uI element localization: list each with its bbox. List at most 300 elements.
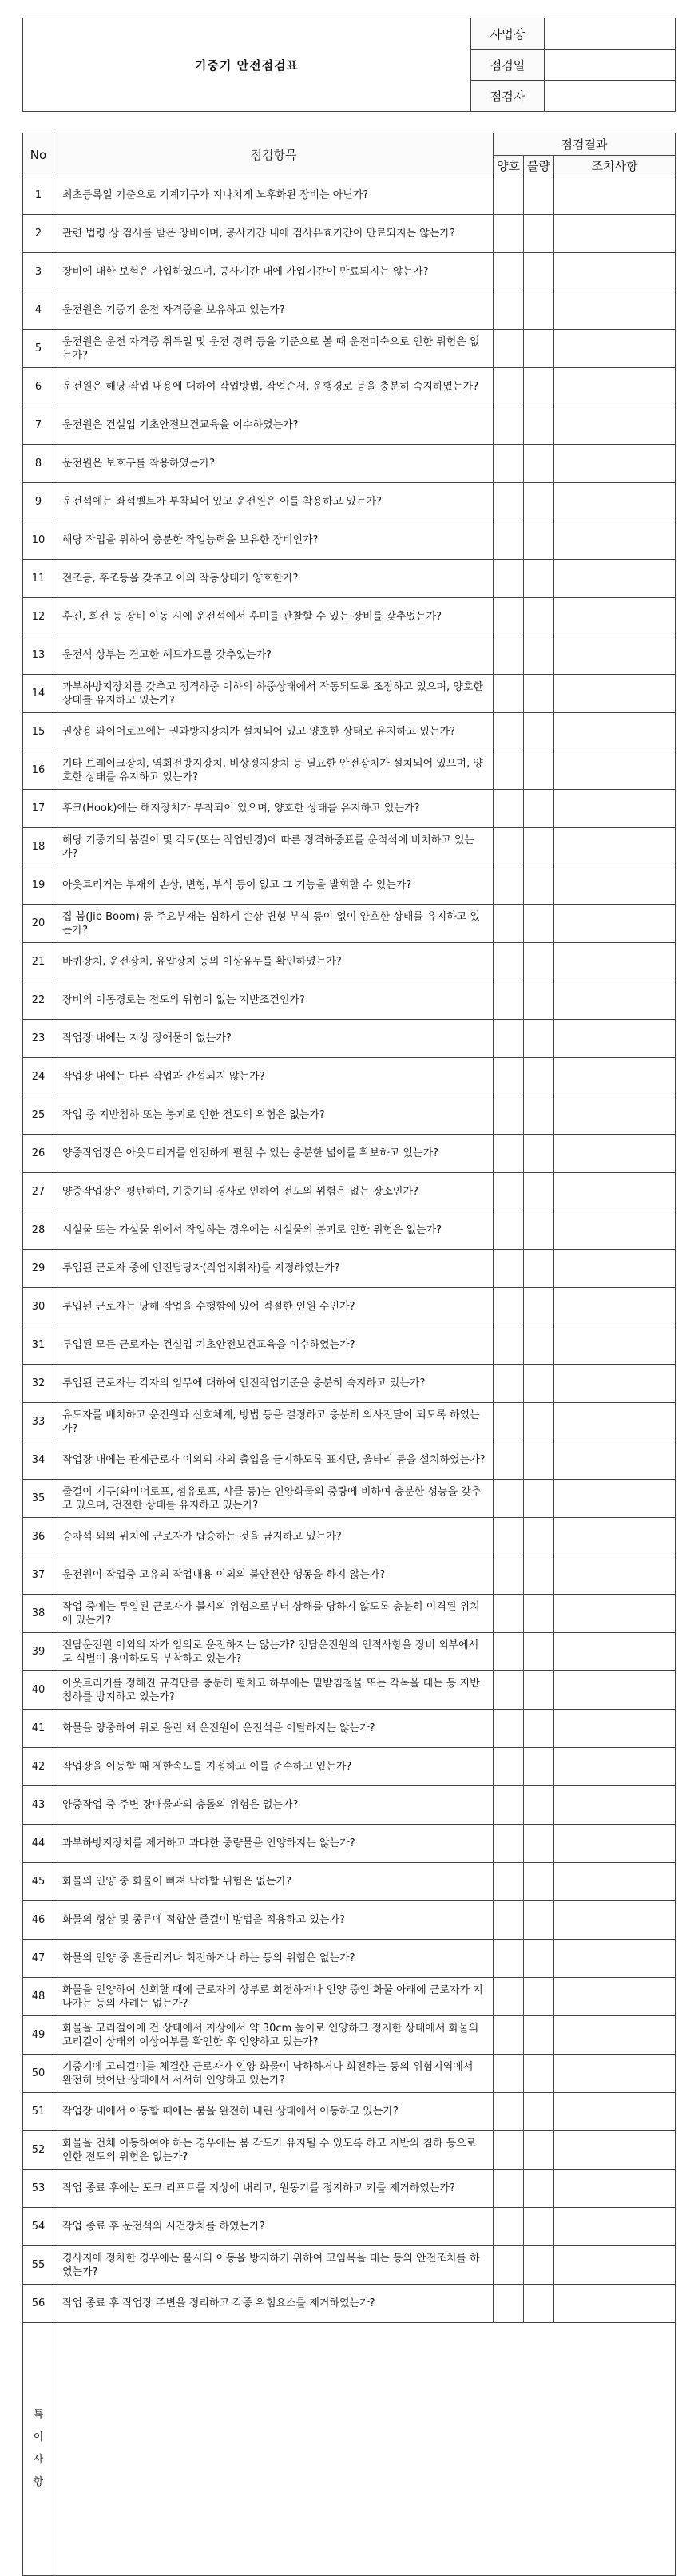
result-good-cell[interactable] bbox=[494, 1058, 524, 1096]
action-cell[interactable] bbox=[554, 1748, 676, 1786]
action-cell[interactable] bbox=[554, 2093, 676, 2131]
item-text: 화물의 형상 및 종류에 적합한 줄걸이 방법을 적용하고 있는가? bbox=[54, 1901, 494, 1940]
remarks-field[interactable] bbox=[54, 2323, 676, 2576]
result-good-cell[interactable] bbox=[494, 406, 524, 445]
result-good-cell[interactable] bbox=[494, 2208, 524, 2246]
result-good-cell[interactable] bbox=[494, 636, 524, 675]
item-number: 28 bbox=[23, 1211, 54, 1250]
action-cell[interactable] bbox=[554, 1786, 676, 1825]
action-cell[interactable] bbox=[554, 1978, 676, 2016]
result-good-cell[interactable] bbox=[494, 1326, 524, 1365]
table-row bbox=[23, 1825, 676, 1863]
table-row bbox=[23, 713, 676, 751]
action-cell[interactable] bbox=[554, 1403, 676, 1441]
result-bad-cell[interactable] bbox=[524, 1135, 554, 1173]
action-cell[interactable] bbox=[554, 751, 676, 790]
table-row bbox=[23, 253, 676, 291]
action-cell[interactable] bbox=[554, 1326, 676, 1365]
item-text: 유도자를 배치하고 운전원과 신호체계, 방법 등을 결정하고 충분히 의사전달이 되도록 하였는가? bbox=[54, 1403, 494, 1441]
action-cell[interactable] bbox=[554, 521, 676, 560]
table-row bbox=[23, 828, 676, 866]
result-good-cell[interactable] bbox=[494, 483, 524, 521]
item-text: 경사지에 정차한 경우에는 불시의 이동을 방지하기 위하여 고임목을 대는 등의 안전조치를 하였는가? bbox=[54, 2246, 494, 2285]
table-row bbox=[23, 675, 676, 713]
action-cell[interactable] bbox=[554, 1863, 676, 1901]
table-row bbox=[23, 368, 676, 406]
result-bad-cell[interactable] bbox=[524, 636, 554, 675]
result-good-cell[interactable] bbox=[494, 828, 524, 866]
action-cell[interactable] bbox=[554, 445, 676, 483]
action-cell[interactable] bbox=[554, 1518, 676, 1556]
item-number: 29 bbox=[23, 1250, 54, 1288]
action-cell[interactable] bbox=[554, 2055, 676, 2093]
item-number: 9 bbox=[23, 483, 54, 521]
action-cell[interactable] bbox=[554, 560, 676, 598]
result-bad-cell[interactable] bbox=[524, 2208, 554, 2246]
item-number: 42 bbox=[23, 1748, 54, 1786]
result-good-cell[interactable] bbox=[494, 1288, 524, 1326]
result-bad-cell[interactable] bbox=[524, 981, 554, 1020]
result-bad-cell[interactable] bbox=[524, 368, 554, 406]
action-cell[interactable] bbox=[554, 1250, 676, 1288]
result-good-cell[interactable] bbox=[494, 1863, 524, 1901]
inspector-label: 점검자 bbox=[471, 81, 545, 112]
item-number: 14 bbox=[23, 675, 54, 713]
result-bad-cell[interactable] bbox=[524, 1096, 554, 1135]
result-bad-cell[interactable] bbox=[524, 406, 554, 445]
table-row bbox=[23, 598, 676, 636]
table-row bbox=[23, 2246, 676, 2285]
table-row bbox=[23, 1058, 676, 1096]
result-bad-cell[interactable] bbox=[524, 943, 554, 981]
item-number: 21 bbox=[23, 943, 54, 981]
result-bad-cell[interactable] bbox=[524, 1671, 554, 1710]
table-row bbox=[23, 1135, 676, 1173]
result-good-cell[interactable] bbox=[494, 1211, 524, 1250]
action-cell[interactable] bbox=[554, 368, 676, 406]
action-cell[interactable] bbox=[554, 636, 676, 675]
result-bad-cell[interactable] bbox=[524, 2055, 554, 2093]
result-bad-cell[interactable] bbox=[524, 1786, 554, 1825]
action-cell[interactable] bbox=[554, 790, 676, 828]
table-row bbox=[23, 406, 676, 445]
table-row bbox=[23, 1288, 676, 1326]
item-number: 41 bbox=[23, 1710, 54, 1748]
workplace-field[interactable] bbox=[545, 18, 676, 50]
action-cell[interactable] bbox=[554, 675, 676, 713]
header-table bbox=[22, 18, 676, 112]
action-cell[interactable] bbox=[554, 1288, 676, 1326]
result-good-cell[interactable] bbox=[494, 675, 524, 713]
table-row bbox=[23, 291, 676, 330]
result-bad-cell[interactable] bbox=[524, 2170, 554, 2208]
action-cell[interactable] bbox=[554, 483, 676, 521]
table-row bbox=[23, 751, 676, 790]
action-cell[interactable] bbox=[554, 1058, 676, 1096]
table-row bbox=[23, 483, 676, 521]
action-cell[interactable] bbox=[554, 1135, 676, 1173]
item-number: 33 bbox=[23, 1403, 54, 1441]
item-number: 27 bbox=[23, 1173, 54, 1211]
item-number: 24 bbox=[23, 1058, 54, 1096]
result-bad-cell[interactable] bbox=[524, 1518, 554, 1556]
item-text: 작업 중 지반침하 또는 붕괴로 인한 전도의 위험은 없는가? bbox=[54, 1096, 494, 1135]
table-row bbox=[23, 1326, 676, 1365]
action-cell[interactable] bbox=[554, 1020, 676, 1058]
item-text: 운전원은 건설업 기초안전보건교육을 이수하였는가? bbox=[54, 406, 494, 445]
result-bad-cell[interactable] bbox=[524, 1901, 554, 1940]
item-text: 화물을 고리걸이에 건 상태에서 지상에서 약 30cm 높이로 인양하고 정지한 상태에서 화물의 고리걸이 상태의 이상여부를 확인한 후 인양하고 있는가? bbox=[54, 2016, 494, 2055]
result-bad-cell[interactable] bbox=[524, 866, 554, 905]
result-bad-cell[interactable] bbox=[524, 2093, 554, 2131]
item-text: 승차석 외의 위치에 근로자가 탑승하는 것을 금지하고 있는가? bbox=[54, 1518, 494, 1556]
item-text: 장비에 대한 보험은 가입하였으며, 공사기간 내에 가입기간이 만료되지는 않는가? bbox=[54, 253, 494, 291]
action-cell[interactable] bbox=[554, 2208, 676, 2246]
result-bad-cell[interactable] bbox=[524, 2131, 554, 2170]
item-number: 55 bbox=[23, 2246, 54, 2285]
item-text: 화물을 양중하여 위로 올린 채 운전원이 운전석을 이탈하지는 않는가? bbox=[54, 1710, 494, 1748]
table-row bbox=[23, 330, 676, 368]
item-number: 56 bbox=[23, 2285, 54, 2323]
table-row bbox=[23, 1786, 676, 1825]
result-bad-cell[interactable] bbox=[524, 1250, 554, 1288]
result-bad-cell[interactable] bbox=[524, 1978, 554, 2016]
action-cell[interactable] bbox=[554, 1365, 676, 1403]
inspection-date-field[interactable] bbox=[545, 50, 676, 81]
result-good-cell[interactable] bbox=[494, 1556, 524, 1595]
action-cell[interactable] bbox=[554, 1441, 676, 1480]
table-row bbox=[23, 2016, 676, 2055]
action-cell[interactable] bbox=[554, 2285, 676, 2323]
result-good-cell[interactable] bbox=[494, 521, 524, 560]
item-text: 작업 종료 후에는 포크 리프트를 지상에 내리고, 원동기를 정지하고 키를 제거하였는가? bbox=[54, 2170, 494, 2208]
item-number: 48 bbox=[23, 1978, 54, 2016]
result-good-cell[interactable] bbox=[494, 1825, 524, 1863]
result-bad-cell[interactable] bbox=[524, 445, 554, 483]
action-cell[interactable] bbox=[554, 1940, 676, 1978]
result-good-cell[interactable] bbox=[494, 1518, 524, 1556]
result-good-cell[interactable] bbox=[494, 1940, 524, 1978]
item-number: 6 bbox=[23, 368, 54, 406]
result-bad-cell[interactable] bbox=[524, 828, 554, 866]
result-good-cell[interactable] bbox=[494, 1710, 524, 1748]
action-cell[interactable] bbox=[554, 1671, 676, 1710]
result-good-cell[interactable] bbox=[494, 560, 524, 598]
action-cell[interactable] bbox=[554, 1901, 676, 1940]
result-bad-cell[interactable] bbox=[524, 1288, 554, 1326]
result-bad-cell[interactable] bbox=[524, 713, 554, 751]
item-text: 아웃트리거는 부재의 손상, 변형, 부식 등이 없고 그 기능을 발휘할 수 있는가? bbox=[54, 866, 494, 905]
result-good-cell[interactable] bbox=[494, 2131, 524, 2170]
table-row bbox=[23, 1901, 676, 1940]
action-cell[interactable] bbox=[554, 981, 676, 1020]
result-bad-cell[interactable] bbox=[524, 1058, 554, 1096]
result-bad-cell[interactable] bbox=[524, 1173, 554, 1211]
result-good-cell[interactable] bbox=[494, 2016, 524, 2055]
result-bad-cell[interactable] bbox=[524, 560, 554, 598]
table-row bbox=[23, 1403, 676, 1441]
item-number: 1 bbox=[23, 176, 54, 215]
item-text: 화물을 인양하여 선회할 때에 근로자의 상부로 회전하거나 인양 중인 화물 아래에 근로자가 지나가는 등의 사례는 없는가? bbox=[54, 1978, 494, 2016]
result-bad-cell[interactable] bbox=[524, 291, 554, 330]
item-number: 15 bbox=[23, 713, 54, 751]
action-cell[interactable] bbox=[554, 943, 676, 981]
table-row bbox=[23, 1518, 676, 1556]
item-number: 37 bbox=[23, 1556, 54, 1595]
item-text: 운전원은 기중기 운전 자격증을 보유하고 있는가? bbox=[54, 291, 494, 330]
action-cell[interactable] bbox=[554, 598, 676, 636]
item-text: 바퀴장치, 운전장치, 유압장치 등의 이상유무를 확인하였는가? bbox=[54, 943, 494, 981]
result-bad-cell[interactable] bbox=[524, 330, 554, 368]
action-cell[interactable] bbox=[554, 866, 676, 905]
table-row bbox=[23, 1020, 676, 1058]
item-number: 18 bbox=[23, 828, 54, 866]
item-text: 아웃트리거를 정해진 규격만큼 충분히 펼치고 하부에는 밑받침철물 또는 각목을 대는 등 지반 침하를 방지하고 있는가? bbox=[54, 1671, 494, 1710]
action-cell[interactable] bbox=[554, 253, 676, 291]
action-cell[interactable] bbox=[554, 2016, 676, 2055]
result-good-cell[interactable] bbox=[494, 1096, 524, 1135]
item-number: 46 bbox=[23, 1901, 54, 1940]
result-bad-cell[interactable] bbox=[524, 1326, 554, 1365]
action-cell[interactable] bbox=[554, 2131, 676, 2170]
item-text: 화물의 인양 중 화물이 빠져 낙하할 위험은 없는가? bbox=[54, 1863, 494, 1901]
item-number: 35 bbox=[23, 1480, 54, 1518]
item-text: 운전석 상부는 견고한 헤드가드를 갖추었는가? bbox=[54, 636, 494, 675]
result-bad-cell[interactable] bbox=[524, 1633, 554, 1671]
result-bad-cell[interactable] bbox=[524, 598, 554, 636]
table-row bbox=[23, 521, 676, 560]
item-text: 작업장 내에는 지상 장애물이 없는가? bbox=[54, 1020, 494, 1058]
result-good-cell[interactable] bbox=[494, 713, 524, 751]
item-number: 50 bbox=[23, 2055, 54, 2093]
item-number: 45 bbox=[23, 1863, 54, 1901]
table-row bbox=[23, 905, 676, 943]
result-bad-cell[interactable] bbox=[524, 1020, 554, 1058]
result-good-cell[interactable] bbox=[494, 1365, 524, 1403]
result-good-cell[interactable] bbox=[494, 253, 524, 291]
result-good-cell[interactable] bbox=[494, 905, 524, 943]
result-good-cell[interactable] bbox=[494, 1173, 524, 1211]
item-text: 운전원은 보호구를 착용하였는가? bbox=[54, 445, 494, 483]
result-bad-cell[interactable] bbox=[524, 1748, 554, 1786]
action-cell[interactable] bbox=[554, 905, 676, 943]
result-good-cell[interactable] bbox=[494, 176, 524, 215]
result-bad-cell[interactable] bbox=[524, 1940, 554, 1978]
workplace-label: 사업장 bbox=[471, 18, 545, 50]
result-good-cell[interactable] bbox=[494, 943, 524, 981]
table-row bbox=[23, 2093, 676, 2131]
result-bad-cell[interactable] bbox=[524, 1863, 554, 1901]
item-text: 양중작업장은 아웃트리거를 안전하게 펼칠 수 있는 충분한 넓이를 확보하고 있는가? bbox=[54, 1135, 494, 1173]
item-number: 34 bbox=[23, 1441, 54, 1480]
column-header-no: No bbox=[23, 133, 54, 176]
result-good-cell[interactable] bbox=[494, 598, 524, 636]
result-good-cell[interactable] bbox=[494, 2285, 524, 2323]
item-number: 30 bbox=[23, 1288, 54, 1326]
action-cell[interactable] bbox=[554, 2246, 676, 2285]
table-row bbox=[23, 1595, 676, 1633]
item-text: 양중작업장은 평탄하며, 기중기의 경사로 인하여 전도의 위험은 없는 장소인가? bbox=[54, 1173, 494, 1211]
item-number: 51 bbox=[23, 2093, 54, 2131]
item-text: 작업장 내에는 다른 작업과 간섭되지 않는가? bbox=[54, 1058, 494, 1096]
action-cell[interactable] bbox=[554, 1096, 676, 1135]
inspector-field[interactable] bbox=[545, 81, 676, 112]
table-row bbox=[23, 981, 676, 1020]
checklist-table bbox=[22, 133, 676, 2576]
item-text: 화물을 건채 이동하여야 하는 경우에는 붐 각도가 유지될 수 있도록 하고 지반의 침하 등으로 인한 전도의 위험은 없는가? bbox=[54, 2131, 494, 2170]
result-good-cell[interactable] bbox=[494, 1403, 524, 1441]
action-cell[interactable] bbox=[554, 2170, 676, 2208]
result-good-cell[interactable] bbox=[494, 445, 524, 483]
action-cell[interactable] bbox=[554, 1633, 676, 1671]
result-good-cell[interactable] bbox=[494, 2093, 524, 2131]
result-bad-cell[interactable] bbox=[524, 790, 554, 828]
result-bad-cell[interactable] bbox=[524, 483, 554, 521]
item-number: 25 bbox=[23, 1096, 54, 1135]
table-row bbox=[23, 636, 676, 675]
item-number: 26 bbox=[23, 1135, 54, 1173]
item-number: 16 bbox=[23, 751, 54, 790]
item-number: 19 bbox=[23, 866, 54, 905]
result-bad-cell[interactable] bbox=[524, 521, 554, 560]
result-good-cell[interactable] bbox=[494, 1250, 524, 1288]
table-row bbox=[23, 1978, 676, 2016]
result-good-cell[interactable] bbox=[494, 1595, 524, 1633]
item-number: 22 bbox=[23, 981, 54, 1020]
result-bad-cell[interactable] bbox=[524, 1595, 554, 1633]
item-text: 운전원은 해당 작업 내용에 대하여 작업방법, 작업순서, 운행경로 등을 충분히 숙지하였는가? bbox=[54, 368, 494, 406]
action-cell[interactable] bbox=[554, 176, 676, 215]
action-cell[interactable] bbox=[554, 1556, 676, 1595]
result-good-cell[interactable] bbox=[494, 981, 524, 1020]
result-good-cell[interactable] bbox=[494, 215, 524, 253]
item-number: 32 bbox=[23, 1365, 54, 1403]
item-number: 49 bbox=[23, 2016, 54, 2055]
result-bad-cell[interactable] bbox=[524, 1365, 554, 1403]
action-cell[interactable] bbox=[554, 1595, 676, 1633]
table-row bbox=[23, 560, 676, 598]
item-number: 7 bbox=[23, 406, 54, 445]
item-text: 시설물 또는 가설물 위에서 작업하는 경우에는 시설물의 붕괴로 인한 위험은 없는가? bbox=[54, 1211, 494, 1250]
item-text: 작업 종료 후 운전석의 시건장치를 하였는가? bbox=[54, 2208, 494, 2246]
table-row bbox=[23, 1365, 676, 1403]
result-good-cell[interactable] bbox=[494, 1901, 524, 1940]
result-bad-cell[interactable] bbox=[524, 675, 554, 713]
result-bad-cell[interactable] bbox=[524, 2285, 554, 2323]
item-text: 과부하방지장치를 제거하고 과다한 중량물을 인양하지는 않는가? bbox=[54, 1825, 494, 1863]
action-cell[interactable] bbox=[554, 1710, 676, 1748]
result-bad-cell[interactable] bbox=[524, 1403, 554, 1441]
item-text: 작업장을 이동할 때 제한속도를 지정하고 이를 준수하고 있는가? bbox=[54, 1748, 494, 1786]
table-row bbox=[23, 1556, 676, 1595]
result-bad-cell[interactable] bbox=[524, 1710, 554, 1748]
item-text: 기타 브레이크장치, 역회전방지장치, 비상정지장치 등 필요한 안전장치가 설치되어 있으며, 양호한 상태를 유지하고 있는가? bbox=[54, 751, 494, 790]
result-bad-cell[interactable] bbox=[524, 1480, 554, 1518]
action-cell[interactable] bbox=[554, 330, 676, 368]
page-title: 기중기 안전점검표 bbox=[23, 18, 471, 112]
table-row bbox=[23, 2208, 676, 2246]
item-number: 54 bbox=[23, 2208, 54, 2246]
action-cell[interactable] bbox=[554, 1825, 676, 1863]
column-header-action: 조치사항 bbox=[554, 156, 676, 176]
result-good-cell[interactable] bbox=[494, 1633, 524, 1671]
result-bad-cell[interactable] bbox=[524, 1211, 554, 1250]
result-good-cell[interactable] bbox=[494, 291, 524, 330]
item-text: 투입된 근로자 중에 안전담당자(작업지휘자)를 지정하였는가? bbox=[54, 1250, 494, 1288]
result-good-cell[interactable] bbox=[494, 2246, 524, 2285]
action-cell[interactable] bbox=[554, 1480, 676, 1518]
result-good-cell[interactable] bbox=[494, 1671, 524, 1710]
result-bad-cell[interactable] bbox=[524, 253, 554, 291]
item-text: 투입된 근로자는 당해 작업을 수행함에 있어 적절한 인원 수인가? bbox=[54, 1288, 494, 1326]
result-good-cell[interactable] bbox=[494, 1978, 524, 2016]
item-text: 권상용 와이어로프에는 권과방지장치가 설치되어 있고 양호한 상태로 유지하고 있는가? bbox=[54, 713, 494, 751]
result-good-cell[interactable] bbox=[494, 330, 524, 368]
table-row bbox=[23, 943, 676, 981]
result-good-cell[interactable] bbox=[494, 1441, 524, 1480]
item-number: 43 bbox=[23, 1786, 54, 1825]
result-bad-cell[interactable] bbox=[524, 1825, 554, 1863]
result-good-cell[interactable] bbox=[494, 2170, 524, 2208]
item-number: 2 bbox=[23, 215, 54, 253]
item-text: 관련 법령 상 검사를 받은 장비이며, 공사기간 내에 검사유효기간이 만료되지는 않는가? bbox=[54, 215, 494, 253]
action-cell[interactable] bbox=[554, 828, 676, 866]
table-row bbox=[23, 445, 676, 483]
result-bad-cell[interactable] bbox=[524, 2246, 554, 2285]
result-bad-cell[interactable] bbox=[524, 1556, 554, 1595]
result-bad-cell[interactable] bbox=[524, 1441, 554, 1480]
action-cell[interactable] bbox=[554, 713, 676, 751]
item-text: 줄걸이 기구(와이어로프, 섬유로프, 샤클 등)는 인양화물의 중량에 비하여 충분한 성능을 갖추고 있으며, 건전한 상태를 유지하고 있는가? bbox=[54, 1480, 494, 1518]
result-bad-cell[interactable] bbox=[524, 176, 554, 215]
item-text: 작업장 내에서 이동할 때에는 붐을 완전히 내린 상태에서 이동하고 있는가? bbox=[54, 2093, 494, 2131]
result-bad-cell[interactable] bbox=[524, 905, 554, 943]
result-good-cell[interactable] bbox=[494, 751, 524, 790]
item-text: 투입된 모든 근로자는 건설업 기초안전보건교육을 이수하였는가? bbox=[54, 1326, 494, 1365]
table-row bbox=[23, 790, 676, 828]
result-good-cell[interactable] bbox=[494, 790, 524, 828]
item-text: 전조등, 후조등을 갖추고 이의 작동상태가 양호한가? bbox=[54, 560, 494, 598]
item-text: 운전원은 운전 자격증 취득일 및 운전 경력 등을 기준으로 볼 때 운전미숙으로 인한 위험은 없는가? bbox=[54, 330, 494, 368]
result-bad-cell[interactable] bbox=[524, 751, 554, 790]
action-cell[interactable] bbox=[554, 1173, 676, 1211]
item-number: 12 bbox=[23, 598, 54, 636]
result-bad-cell[interactable] bbox=[524, 2016, 554, 2055]
action-cell[interactable] bbox=[554, 291, 676, 330]
result-good-cell[interactable] bbox=[494, 1480, 524, 1518]
result-good-cell[interactable] bbox=[494, 866, 524, 905]
result-good-cell[interactable] bbox=[494, 1786, 524, 1825]
item-number: 39 bbox=[23, 1633, 54, 1671]
item-number: 38 bbox=[23, 1595, 54, 1633]
result-good-cell[interactable] bbox=[494, 2055, 524, 2093]
checklist-page bbox=[22, 18, 675, 2576]
result-good-cell[interactable] bbox=[494, 1748, 524, 1786]
remarks-label: 특 이 사 항 bbox=[23, 2323, 54, 2576]
result-good-cell[interactable] bbox=[494, 368, 524, 406]
item-text: 운전석에는 좌석벨트가 부착되어 있고 운전원은 이를 착용하고 있는가? bbox=[54, 483, 494, 521]
item-number: 5 bbox=[23, 330, 54, 368]
action-cell[interactable] bbox=[554, 406, 676, 445]
item-text: 화물의 인양 중 흔들리거나 회전하거나 하는 등의 위험은 없는가? bbox=[54, 1940, 494, 1978]
action-cell[interactable] bbox=[554, 1211, 676, 1250]
item-text: 양중작업 중 주변 장애물과의 충돌의 위험은 없는가? bbox=[54, 1786, 494, 1825]
result-bad-cell[interactable] bbox=[524, 215, 554, 253]
result-good-cell[interactable] bbox=[494, 1135, 524, 1173]
action-cell[interactable] bbox=[554, 215, 676, 253]
result-good-cell[interactable] bbox=[494, 1020, 524, 1058]
item-text: 작업 종료 후 작업장 주변을 정리하고 각종 위험요소를 제거하였는가? bbox=[54, 2285, 494, 2323]
